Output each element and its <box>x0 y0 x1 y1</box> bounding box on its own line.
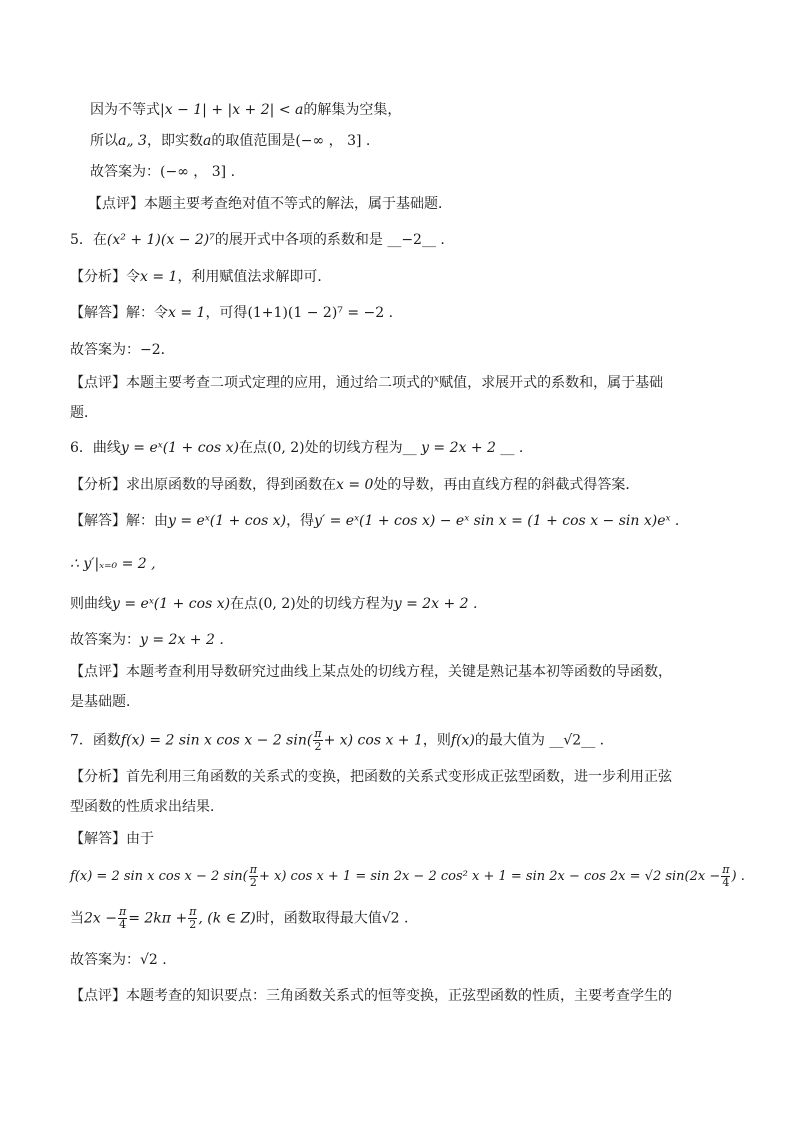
text: 解：令 <box>126 305 168 321</box>
fraction-pi-over-4 <box>118 906 127 931</box>
math-expression: x = 1 <box>140 269 178 285</box>
text: 在点 <box>230 596 259 612</box>
math-range: (−∞ ， 3] . <box>295 133 371 149</box>
math-expression: y = eˣ(1 + cos x) <box>120 440 239 456</box>
q7-review <box>70 986 672 1006</box>
text: 所以 <box>90 133 118 149</box>
q6-analysis <box>70 475 639 495</box>
answer-blank: __√2__ . <box>549 732 605 749</box>
line-answer-range <box>90 162 235 182</box>
fraction-numerator: π <box>118 905 127 918</box>
math-expression: + x) cos x + 1 = sin 2x − 2 cos² x + 1 = sin 2x − cos 2x = √2 sin(2x − <box>258 869 721 884</box>
text: 首先利用三角函数的关系式的变换，把函数的关系式变形成正弦型函数，进一步利用正弦 <box>126 769 672 785</box>
text: 本题主要考查绝对值不等式的解法，属于基础题． <box>144 196 452 212</box>
math-expression: y = 2x + 2 . <box>140 632 224 648</box>
fraction-numerator: π <box>314 727 322 740</box>
fraction-denominator: 2 <box>314 740 322 753</box>
math-expression: x = 0 <box>336 477 374 493</box>
text: 故答案为：−2． <box>70 342 175 358</box>
text: 故答案为： <box>90 164 160 180</box>
question-number: 6．曲线 <box>70 440 121 456</box>
fraction-pi-over-2 <box>313 728 322 753</box>
q7-analysis-cont <box>70 797 224 817</box>
text: 故答案为：√2 . <box>70 952 167 968</box>
text: 是基础题． <box>70 694 140 710</box>
math-expression: f(x) = 2 sin x cos x − 2 sin( <box>120 732 313 749</box>
text: 处的导数，再由直线方程的斜截式得答案． <box>373 477 640 493</box>
q5-review <box>70 373 663 393</box>
line-so-a <box>90 131 370 151</box>
text: ，则 <box>422 732 451 749</box>
text: 型函数的性质求出结果． <box>70 799 224 815</box>
math-expression: y = 2x + 2 . <box>393 596 478 612</box>
text: 令 <box>126 269 140 285</box>
math-point: (0, 2) <box>258 596 296 612</box>
text: 题． <box>70 405 98 421</box>
question-number: 7．函数 <box>70 732 121 749</box>
text: ，利用赋值法求解即可． <box>177 269 332 285</box>
q5-analysis <box>70 267 331 287</box>
q7-analysis <box>70 767 672 787</box>
text: 处的切线方程为 <box>304 440 403 456</box>
text: 由于 <box>126 831 154 847</box>
text: 的解集为空集， <box>303 102 402 118</box>
math-expression: , (k ∈ Z) <box>198 910 256 927</box>
analysis-tag: 【分析】 <box>70 477 126 493</box>
math-expression: x = 1 <box>168 305 206 321</box>
math-expression: (x² + 1)(x − 2)⁷ <box>106 232 215 248</box>
fraction-numerator: π <box>722 863 730 876</box>
math-expression: f(x) <box>450 732 475 749</box>
review-tag: 【点评】 <box>88 196 144 212</box>
text: 的最大值为 <box>474 732 545 749</box>
text: 在点 <box>238 440 267 456</box>
math-expression: f(x) = 2 sin x cos x − 2 sin( <box>70 869 248 884</box>
math-variable: a <box>202 133 212 149</box>
q6-derivative-at-zero <box>70 554 156 574</box>
q5-answer <box>70 340 175 360</box>
solution-tag: 【解答】 <box>70 831 126 847</box>
q6-answer <box>70 630 224 650</box>
fraction-denominator: 4 <box>119 918 127 931</box>
math-range: (−∞ ， 3] . <box>160 164 236 180</box>
review-tag: 【点评】 <box>70 375 126 391</box>
math-expression: = 2kπ + <box>128 910 188 927</box>
q6-tangent-line <box>70 594 477 614</box>
answer-blank: __ y = 2x + 2 __ . <box>402 440 524 456</box>
math-expression: y = eˣ(1 + cos x) <box>168 513 287 529</box>
question-6 <box>70 438 523 458</box>
fraction-pi-over-2 <box>249 864 258 889</box>
math-point: (0, 2) <box>266 440 305 456</box>
text: 本题考查利用导数研究过曲线上某点处的切线方程，关键是熟记基本初等函数的导函数， <box>126 664 672 680</box>
line-inequality-empty <box>90 100 401 120</box>
q7-answer <box>70 950 167 970</box>
q6-review-cont <box>70 692 140 712</box>
fraction-numerator: π <box>249 863 257 876</box>
math-expression: √2 . <box>381 910 409 927</box>
text: 因为不等式 <box>90 102 160 118</box>
text: 本题主要考查二项式定理的应用，通过给二项式的 <box>126 375 434 391</box>
review-tag: 【点评】 <box>70 988 126 1004</box>
review-previous <box>88 194 452 214</box>
text: ，可得 <box>205 305 248 321</box>
q7-solution <box>70 829 154 849</box>
math-expression: |x − 1| + |x + 2| < a <box>160 102 304 118</box>
q7-when <box>70 906 408 931</box>
fraction-numerator: π <box>189 905 197 918</box>
text: 本题考查的知识要点：三角函数关系式的恒等变换，正弦型函数的性质，主要考查学生的 <box>126 988 672 1004</box>
math-expression: (1+1)(1 − 2)⁷ = −2 . <box>247 305 394 321</box>
text: 求出原函数的导函数，得到函数在 <box>126 477 336 493</box>
math-variable: x <box>434 374 440 385</box>
solution-tag: 【解答】 <box>70 305 126 321</box>
math-expression: y′ = eˣ(1 + cos x) − eˣ sin x = (1 + cos x − sin x)eˣ . <box>314 513 680 529</box>
fraction-pi-over-4 <box>721 864 730 889</box>
text: ，得 <box>286 513 315 529</box>
text: ，即实数 <box>146 133 203 149</box>
q6-review <box>70 662 672 682</box>
fraction-denominator: 2 <box>189 918 197 931</box>
fraction-denominator: 4 <box>722 876 730 889</box>
fraction-pi-over-2 <box>188 906 197 931</box>
math-expression: y = eˣ(1 + cos x) <box>112 596 231 612</box>
answer-blank: __−2__ . <box>387 232 445 248</box>
math-expression: a„ 3 <box>118 133 147 149</box>
question-7 <box>70 728 604 753</box>
analysis-tag: 【分析】 <box>70 269 126 285</box>
q7-equation <box>70 864 745 889</box>
math-expression: + x) cos x + 1 <box>323 732 423 749</box>
solution-tag: 【解答】 <box>70 513 126 529</box>
analysis-tag: 【分析】 <box>70 769 126 785</box>
text: 的取值范围是 <box>211 133 296 149</box>
review-tag: 【点评】 <box>70 664 126 680</box>
text: 当 <box>70 910 84 927</box>
math-expression: ∴ y′|ₓ₌₀ = 2 , <box>70 556 156 572</box>
text: 的展开式中各项的系数和是 <box>214 232 383 248</box>
q6-solution <box>70 511 679 531</box>
text: 赋值，求展开式的系数和，属于基础 <box>439 375 664 391</box>
text: 处的切线方程为 <box>295 596 394 612</box>
q5-review-cont <box>70 403 98 423</box>
question-5 <box>70 230 445 250</box>
text: 则曲线 <box>70 596 112 612</box>
text: 时，函数取得最大值 <box>255 910 382 927</box>
math-expression: 2x − <box>84 910 117 927</box>
fraction-denominator: 2 <box>249 876 257 889</box>
q5-solution <box>70 303 393 323</box>
text: 故答案为： <box>70 632 140 648</box>
question-number: 5．在 <box>70 232 107 248</box>
text: 解：由 <box>126 513 168 529</box>
math-expression: ) . <box>731 869 745 884</box>
